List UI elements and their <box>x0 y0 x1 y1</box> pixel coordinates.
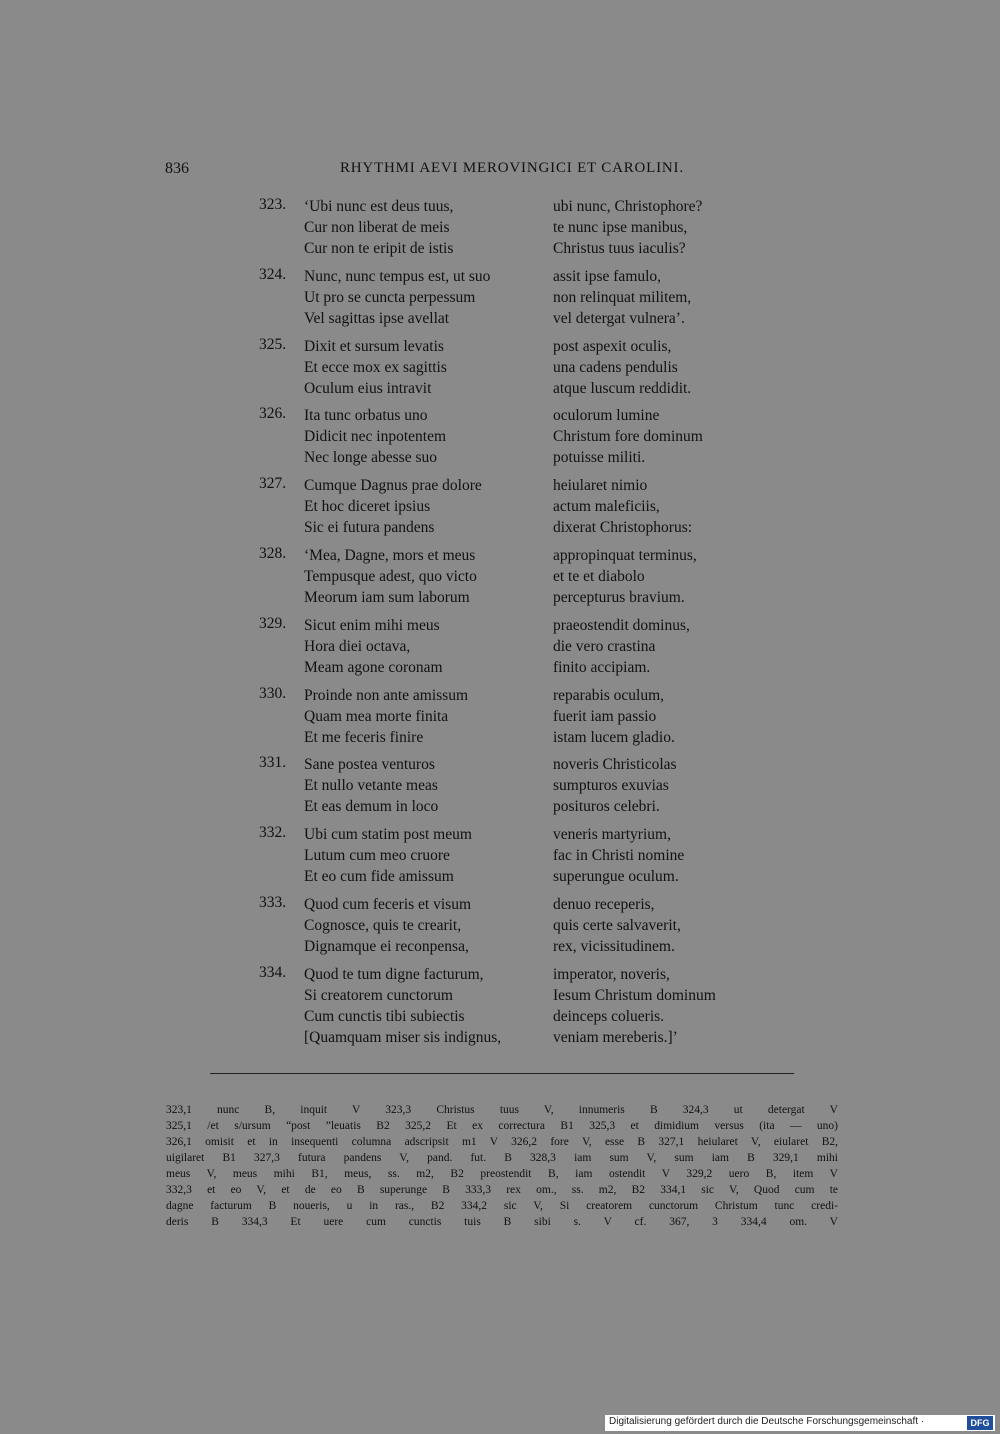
verse-left-half: Nec longe abesse suo <box>304 449 437 467</box>
verse-left-half: Ubi cum statim post meum <box>304 826 472 844</box>
verse-left-half: Tempusque adest, quo victo <box>304 567 477 585</box>
verse-left-half: [Quamquam miser sis indignus, <box>304 1028 502 1046</box>
verse-right-half: te nunc ipse manibus, <box>553 219 688 236</box>
stanza-number: 333. <box>259 893 287 911</box>
verse-right-half: vel detergat vulnera’. <box>553 309 685 327</box>
verse-right-half: veniam mereberis.]’ <box>553 1028 678 1046</box>
stanza <box>0 615 1000 685</box>
verse-right-half: veneris martyrium, <box>553 826 671 844</box>
stanza <box>0 475 1000 545</box>
stanza-number: 323. <box>259 196 287 213</box>
stanza-number: 328. <box>259 544 287 562</box>
footnote-rule <box>210 1073 794 1074</box>
dfg-logo: DFG <box>967 1416 993 1430</box>
verse-left-half: Et nullo vetante meas <box>304 777 438 795</box>
apparatus-line: 332,3 et eo V, et de eo B superunge B 333,3 rex om., ss. m2, B2 334,1 sic V, Quod cum te <box>166 1184 838 1196</box>
funding-footer <box>605 1415 995 1431</box>
stanza-number: 324. <box>259 265 287 283</box>
verse-right-half: assit ipse famulo, <box>553 267 662 285</box>
verse-right-half: atque luscum reddidit. <box>553 379 692 397</box>
verse-left-half: Cognosce, quis te crearit, <box>304 916 462 934</box>
verse-left-half: Ut pro se cuncta perpessum <box>304 288 476 306</box>
verse-right-half: Iesum Christum dominum <box>553 986 716 1004</box>
verse-left-half: Sane postea venturos <box>304 756 435 774</box>
apparatus-line: 326,1 omisit et in insequenti columna adscripsit m1 V 326,2 fore V, esse B 327,1 heiularet V, eiularet B2, <box>166 1136 838 1148</box>
apparatus-line: dagne facturum B noueris, u in ras., B2 334,2 sic V, Si creatorem cunctorum Christum tunc credi- <box>166 1200 838 1212</box>
verse-left-half: Proinde non ante amissum <box>304 686 469 704</box>
verse-right-half: istam lucem gladio. <box>553 728 675 746</box>
verse-right-half: appropinquat terminus, <box>553 546 697 564</box>
verse-left-half: Quod te tum digne facturum, <box>304 965 484 983</box>
stanza <box>0 545 1000 615</box>
verse-left-half: Hora diei octava, <box>304 637 411 655</box>
verse-left-half: Cum cunctis tibi subiectis <box>304 1007 465 1025</box>
page-number: 836 <box>165 160 189 177</box>
verse-left-half: Et hoc diceret ipsius <box>304 498 431 516</box>
verse-right-half: reparabis oculum, <box>553 686 665 704</box>
apparatus-line: deris B 334,3 Et uere cum cunctis tuis B sibi s. V cf. 367, 3 334,4 om. V <box>166 1216 838 1228</box>
verse-left-half: Et eas demum in loco <box>304 798 439 816</box>
stanza-number: 327. <box>259 475 287 493</box>
verse-left-half: Meorum iam sum laborum <box>304 588 470 606</box>
verse-right-half: die vero crastina <box>553 637 656 655</box>
verse-left-half: Et eo cum fide amissum <box>304 868 454 886</box>
stanza <box>0 266 1000 336</box>
stanza <box>0 754 1000 824</box>
stanza <box>0 336 1000 406</box>
page-header <box>0 160 1000 184</box>
verse-left-half: Meam agone coronam <box>304 658 443 676</box>
stanza <box>0 894 1000 964</box>
verse-left-half: Dignamque ei reconpensa, <box>304 937 469 955</box>
verse-right-half: non relinquat militem, <box>553 288 692 306</box>
verse-left-half: ‘Ubi nunc est deus tuus, <box>304 198 454 215</box>
verse-left-half: Sicut enim mihi meus <box>304 616 440 634</box>
stanza-number: 334. <box>259 963 287 981</box>
poem-text <box>0 196 1000 1056</box>
verse-left-half: Quam mea morte finita <box>304 707 449 725</box>
critical-apparatus <box>166 1102 838 1230</box>
stanza-number: 331. <box>259 754 287 772</box>
verse-right-half: praeostendit dominus, <box>553 616 690 634</box>
stanza <box>0 405 1000 475</box>
verse-right-half: fac in Christi nomine <box>553 847 685 865</box>
verse-right-half: noveris Christicolas <box>553 756 677 774</box>
verse-right-half: Christus tuus iaculis? <box>553 240 686 257</box>
apparatus-line: 323,1 nunc B, inquit V 323,3 Christus tuus V, innumeris B 324,3 ut detergat V <box>166 1104 838 1116</box>
verse-right-half: fuerit iam passio <box>553 707 657 725</box>
stanza-number: 325. <box>259 335 287 353</box>
verse-right-half: posituros celebri. <box>553 798 660 816</box>
stanza <box>0 824 1000 894</box>
verse-left-half: Didicit nec inpotentem <box>304 428 447 446</box>
verse-left-half: Oculum eius intravit <box>304 379 432 397</box>
verse-left-half: Quod cum feceris et visum <box>304 895 472 913</box>
verse-right-half: post aspexit oculis, <box>553 337 672 355</box>
verse-left-half: Cur non liberat de meis <box>304 219 450 236</box>
verse-left-half: Et me feceris finire <box>304 728 424 746</box>
stanza <box>0 964 1000 1056</box>
verse-left-half: Et ecce mox ex sagittis <box>304 358 447 376</box>
verse-right-half: Christum fore dominum <box>553 428 703 446</box>
apparatus-line: meus V, meus mihi B1, meus, ss. m2, B2 preostendit B, iam ostendit V 329,2 uero B, item V <box>166 1168 838 1180</box>
verse-right-half: percepturus bravium. <box>553 588 685 606</box>
verse-right-half: finito accipiam. <box>553 658 651 676</box>
funding-text: Digitalisierung gefördert durch die Deutsche Forschungsgemeinschaft · <box>609 1416 925 1427</box>
verse-left-half: ‘Mea, Dagne, mors et meus <box>304 546 476 564</box>
verse-right-half: potuisse militi. <box>553 449 646 467</box>
verse-left-half: Cumque Dagnus prae dolore <box>304 477 482 495</box>
verse-right-half: quis certe salvaverit, <box>553 916 681 934</box>
running-title: RHYTHMI AEVI MEROVINGICI ET CAROLINI. <box>340 160 684 176</box>
verse-left-half: Sic ei futura pandens <box>304 519 435 537</box>
verse-left-half: Ita tunc orbatus uno <box>304 407 428 425</box>
stanza-number: 326. <box>259 405 287 423</box>
stanza-number: 329. <box>259 614 287 632</box>
stanza-number: 330. <box>259 684 287 702</box>
verse-right-half: heiularet nimio <box>553 477 648 495</box>
verse-right-half: deinceps colueris. <box>553 1007 665 1025</box>
stanza-number: 332. <box>259 824 287 842</box>
verse-right-half: ubi nunc, Christophore? <box>553 198 703 215</box>
apparatus-line: uigilaret B1 327,3 futura pandens V, pand. fut. B 328,3 iam sum V, sum iam B 329,1 mihi <box>166 1152 838 1164</box>
verse-right-half: rex, vicissitudinem. <box>553 937 675 955</box>
verse-left-half: Dixit et sursum levatis <box>304 337 444 355</box>
verse-right-half: superungue oculum. <box>553 868 679 886</box>
stanza <box>0 196 1000 266</box>
apparatus-line: 325,1 /et s/ursum “post ”leuatis B2 325,2 Et ex correctura B1 325,3 et dimidium versus (ita — uno) <box>166 1120 838 1132</box>
verse-right-half: imperator, noveris, <box>553 965 670 983</box>
verse-right-half: oculorum lumine <box>553 407 660 425</box>
stanza <box>0 685 1000 755</box>
verse-right-half: una cadens pendulis <box>553 358 678 376</box>
verse-right-half: actum maleficiis, <box>553 498 660 516</box>
verse-left-half: Cur non te eripit de istis <box>304 240 454 257</box>
verse-right-half: dixerat Christophorus: <box>553 519 693 537</box>
verse-right-half: sumpturos exuvias <box>553 777 669 795</box>
verse-left-half: Nunc, nunc tempus est, ut suo <box>304 267 491 285</box>
verse-left-half: Lutum cum meo cruore <box>304 847 450 865</box>
verse-right-half: et te et diabolo <box>553 567 645 585</box>
verse-left-half: Vel sagittas ipse avellat <box>304 309 450 327</box>
verse-right-half: denuo receperis, <box>553 895 655 913</box>
verse-left-half: Si creatorem cunctorum <box>304 986 453 1004</box>
